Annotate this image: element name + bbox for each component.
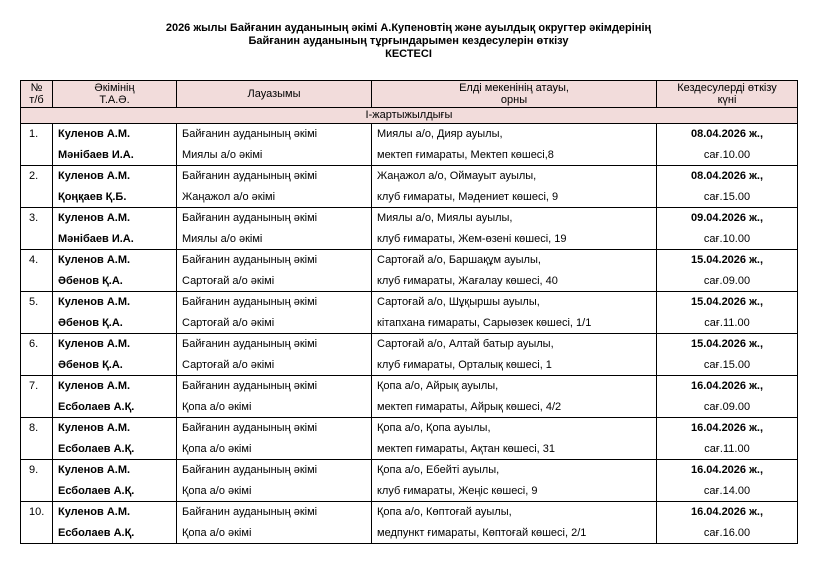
cell-number-line-2 bbox=[29, 145, 52, 166]
header-number: № т/б bbox=[21, 81, 53, 108]
table-row bbox=[21, 460, 798, 502]
cell-place-line-1: Миялы а/о, Дияр ауылы, bbox=[377, 128, 503, 140]
cell-names-line-2: Әбенов Қ.А. bbox=[58, 358, 123, 371]
table-row bbox=[21, 250, 798, 292]
cell-positions-line-2: Қопа а/о әкімі bbox=[182, 484, 252, 497]
cell-date-time-line-2: сағ.09.00 bbox=[703, 274, 751, 287]
cell-positions-line-1: Байғанин ауданының әкімі bbox=[182, 422, 318, 434]
cell-place bbox=[372, 460, 657, 502]
cell-positions bbox=[177, 250, 372, 292]
cell-names bbox=[53, 418, 177, 460]
cell-number-line-1: 2. bbox=[29, 170, 39, 182]
cell-positions-line-1: Байғанин ауданының әкімі bbox=[182, 506, 318, 518]
cell-number-line-2 bbox=[29, 523, 52, 544]
cell-positions-line-2: Қопа а/о әкімі bbox=[182, 442, 252, 455]
header-name: Әкімінің Т.А.Ә. bbox=[53, 81, 177, 108]
cell-positions-line-1: Байғанин ауданының әкімі bbox=[182, 128, 318, 140]
cell-names bbox=[53, 166, 177, 208]
cell-names-line-2: Мәнібаев И.А. bbox=[58, 148, 134, 161]
cell-names-line-1: Куленов А.М. bbox=[58, 170, 131, 182]
cell-positions-line-1: Байғанин ауданының әкімі bbox=[182, 212, 318, 224]
cell-positions-line-1: Байғанин ауданының әкімі bbox=[182, 296, 318, 308]
cell-number-line-1: 8. bbox=[29, 422, 39, 434]
cell-place-line-2: клуб ғимараты, Жем-өзені көшесі, 19 bbox=[377, 232, 567, 245]
cell-date-time bbox=[657, 502, 798, 544]
heading-line-2: Байғанин ауданының тұрғындарымен кездесулерін өткізу bbox=[248, 35, 569, 47]
cell-place-line-2: мектеп ғимараты, Ақтан көшесі, 31 bbox=[377, 442, 556, 455]
table-row bbox=[21, 166, 798, 208]
cell-place-line-2: клуб ғимараты, Орталық көшесі, 1 bbox=[377, 358, 552, 371]
cell-date-time-line-2: сағ.11.00 bbox=[704, 442, 750, 455]
document-heading bbox=[0, 22, 817, 61]
cell-place-line-2: мектеп ғимараты, Мектеп көшесі,8 bbox=[377, 148, 554, 161]
heading-line-1: 2026 жылы Байғанин ауданының әкімі А.Купеновтің және ауылдық округтер әкімдерінің bbox=[165, 22, 652, 34]
cell-positions-line-2: Қопа а/о әкімі bbox=[182, 526, 252, 539]
cell-number bbox=[21, 250, 53, 292]
cell-place bbox=[372, 250, 657, 292]
cell-date-time bbox=[657, 418, 798, 460]
cell-number bbox=[21, 502, 53, 544]
header-place: Елді мекенінің атауы, орны bbox=[372, 81, 657, 108]
cell-date-time-line-1: 15.04.2026 ж., bbox=[690, 254, 764, 266]
cell-positions-line-2: Миялы а/о әкімі bbox=[182, 148, 263, 161]
cell-place-line-2: кітапхана ғимараты, Сарыөзек көшесі, 1/1 bbox=[377, 316, 592, 329]
table-row bbox=[21, 418, 798, 460]
section-row bbox=[21, 108, 798, 124]
cell-date-time-line-1: 16.04.2026 ж., bbox=[690, 380, 764, 392]
cell-positions-line-2: Қопа а/о әкімі bbox=[182, 400, 252, 413]
cell-positions bbox=[177, 418, 372, 460]
cell-date-time-line-2: сағ.14.00 bbox=[703, 484, 751, 497]
table-header-row bbox=[21, 81, 798, 108]
cell-number-line-2 bbox=[29, 313, 52, 334]
cell-place-line-2: медпункт ғимараты, Көптоғай көшесі, 2/1 bbox=[377, 526, 587, 539]
cell-positions bbox=[177, 376, 372, 418]
cell-place bbox=[372, 124, 657, 166]
cell-place-line-1: Сартоғай а/о, Баршақұм ауылы, bbox=[377, 254, 541, 266]
cell-date-time-line-1: 15.04.2026 ж., bbox=[690, 296, 764, 308]
cell-positions-line-1: Байғанин ауданының әкімі bbox=[182, 464, 318, 476]
cell-date-time bbox=[657, 208, 798, 250]
cell-date-time-line-1: 16.04.2026 ж., bbox=[690, 506, 764, 518]
cell-names bbox=[53, 292, 177, 334]
heading-line-3: КЕСТЕСІ bbox=[385, 48, 432, 60]
cell-names bbox=[53, 460, 177, 502]
cell-positions bbox=[177, 166, 372, 208]
cell-number bbox=[21, 418, 53, 460]
schedule-table bbox=[20, 80, 798, 544]
cell-date-time-line-1: 16.04.2026 ж., bbox=[690, 422, 764, 434]
cell-place bbox=[372, 418, 657, 460]
cell-date-time-line-1: 08.04.2026 ж., bbox=[690, 128, 764, 140]
cell-number bbox=[21, 292, 53, 334]
cell-positions-line-1: Байғанин ауданының әкімі bbox=[182, 338, 318, 350]
cell-date-time-line-1: 09.04.2026 ж., bbox=[690, 212, 764, 224]
cell-date-time-line-2: сағ.11.00 bbox=[704, 316, 750, 329]
cell-number-line-2 bbox=[29, 355, 52, 376]
cell-names bbox=[53, 250, 177, 292]
cell-positions-line-2: Жаңажол а/о әкімі bbox=[182, 190, 276, 203]
table-row bbox=[21, 376, 798, 418]
cell-place-line-1: Сартоғай а/о, Шұқыршы ауылы, bbox=[377, 296, 540, 308]
cell-positions-line-1: Байғанин ауданының әкімі bbox=[182, 380, 318, 392]
cell-names-line-1: Куленов А.М. bbox=[58, 128, 131, 140]
cell-names bbox=[53, 502, 177, 544]
cell-date-time bbox=[657, 460, 798, 502]
cell-positions bbox=[177, 292, 372, 334]
cell-date-time-line-2: сағ.09.00 bbox=[703, 400, 751, 413]
cell-names-line-1: Куленов А.М. bbox=[58, 464, 131, 476]
cell-place-line-1: Миялы а/о, Миялы ауылы, bbox=[377, 212, 513, 224]
cell-number-line-2 bbox=[29, 187, 52, 208]
cell-place-line-2: клуб ғимараты, Жағалау көшесі, 40 bbox=[377, 274, 558, 287]
cell-date-time bbox=[657, 124, 798, 166]
header-date: Кездесулерді өткізу күні bbox=[657, 81, 798, 108]
cell-number-line-1: 3. bbox=[29, 212, 39, 224]
cell-number-line-2 bbox=[29, 229, 52, 250]
cell-date-time-line-1: 16.04.2026 ж., bbox=[690, 464, 764, 476]
cell-place bbox=[372, 166, 657, 208]
cell-number-line-2 bbox=[29, 481, 52, 502]
cell-number bbox=[21, 124, 53, 166]
cell-date-time-line-2: сағ.10.00 bbox=[703, 148, 751, 161]
cell-positions bbox=[177, 208, 372, 250]
cell-names bbox=[53, 334, 177, 376]
cell-names-line-1: Куленов А.М. bbox=[58, 338, 131, 350]
cell-date-time-line-2: сағ.15.00 bbox=[703, 190, 751, 203]
cell-names-line-2: Есболаев А.Қ. bbox=[58, 400, 135, 413]
cell-place bbox=[372, 376, 657, 418]
cell-date-time bbox=[657, 292, 798, 334]
cell-number bbox=[21, 166, 53, 208]
cell-names bbox=[53, 376, 177, 418]
cell-positions bbox=[177, 460, 372, 502]
cell-place-line-2: мектеп ғимараты, Айрық көшесі, 4/2 bbox=[377, 400, 562, 413]
table-row bbox=[21, 292, 798, 334]
cell-positions bbox=[177, 124, 372, 166]
cell-number-line-1: 1. bbox=[29, 128, 39, 140]
cell-place-line-2: клуб ғимараты, Жеңіс көшесі, 9 bbox=[377, 484, 538, 497]
cell-names bbox=[53, 208, 177, 250]
table-row bbox=[21, 208, 798, 250]
cell-number-line-1: 9. bbox=[29, 464, 39, 476]
cell-number-line-1: 10. bbox=[29, 506, 45, 518]
cell-number bbox=[21, 376, 53, 418]
cell-positions-line-2: Сартоғай а/о әкімі bbox=[182, 316, 275, 329]
cell-positions bbox=[177, 502, 372, 544]
cell-date-time-line-2: сағ.16.00 bbox=[703, 526, 751, 539]
cell-place bbox=[372, 292, 657, 334]
cell-place-line-1: Қопа а/о, Көптоғай ауылы, bbox=[377, 506, 512, 518]
table-row bbox=[21, 124, 798, 166]
cell-date-time-line-2: сағ.15.00 bbox=[703, 358, 751, 371]
cell-place-line-1: Қопа а/о, Ебейті ауылы, bbox=[377, 464, 500, 476]
cell-place-line-1: Жаңажол а/о, Оймауыт ауылы, bbox=[377, 170, 537, 182]
cell-place-line-1: Қопа а/о, Қопа ауылы, bbox=[377, 422, 491, 434]
cell-names-line-2: Есболаев А.Қ. bbox=[58, 526, 135, 539]
cell-number-line-1: 5. bbox=[29, 296, 39, 308]
cell-number-line-2 bbox=[29, 271, 52, 292]
cell-date-time-line-1: 15.04.2026 ж., bbox=[690, 338, 764, 350]
cell-names bbox=[53, 124, 177, 166]
cell-names-line-2: Есболаев А.Қ. bbox=[58, 442, 135, 455]
cell-place-line-1: Сартоғай а/о, Алтай батыр ауылы, bbox=[377, 338, 554, 350]
cell-date-time bbox=[657, 334, 798, 376]
cell-positions bbox=[177, 334, 372, 376]
table-row bbox=[21, 334, 798, 376]
cell-place bbox=[372, 334, 657, 376]
cell-names-line-2: Әбенов Қ.А. bbox=[58, 316, 123, 329]
section-label: І-жартыжылдығы bbox=[21, 108, 798, 124]
cell-names-line-1: Куленов А.М. bbox=[58, 212, 131, 224]
cell-place bbox=[372, 208, 657, 250]
table-row bbox=[21, 502, 798, 544]
cell-names-line-2: Мәнібаев И.А. bbox=[58, 232, 134, 245]
cell-place-line-2: клуб ғимараты, Мәдениет көшесі, 9 bbox=[377, 190, 559, 203]
cell-number-line-1: 7. bbox=[29, 380, 39, 392]
cell-number bbox=[21, 334, 53, 376]
cell-names-line-1: Куленов А.М. bbox=[58, 422, 131, 434]
cell-names-line-2: Есболаев А.Қ. bbox=[58, 484, 135, 497]
cell-number-line-2 bbox=[29, 397, 52, 418]
header-position: Лауазымы bbox=[177, 81, 372, 108]
cell-date-time-line-2: сағ.10.00 bbox=[703, 232, 751, 245]
cell-names-line-2: Қоңқаев Қ.Б. bbox=[58, 190, 127, 203]
cell-number bbox=[21, 208, 53, 250]
cell-names-line-1: Куленов А.М. bbox=[58, 254, 131, 266]
cell-date-time bbox=[657, 166, 798, 208]
cell-positions-line-1: Байғанин ауданының әкімі bbox=[182, 254, 318, 266]
cell-positions-line-2: Сартоғай а/о әкімі bbox=[182, 274, 275, 287]
cell-positions-line-2: Миялы а/о әкімі bbox=[182, 232, 263, 245]
cell-place-line-1: Қопа а/о, Айрық ауылы, bbox=[377, 380, 499, 392]
cell-number-line-2 bbox=[29, 439, 52, 460]
cell-names-line-1: Куленов А.М. bbox=[58, 380, 131, 392]
cell-number-line-1: 4. bbox=[29, 254, 39, 266]
cell-date-time-line-1: 08.04.2026 ж., bbox=[690, 170, 764, 182]
cell-positions-line-2: Сартоғай а/о әкімі bbox=[182, 358, 275, 371]
cell-place bbox=[372, 502, 657, 544]
cell-date-time bbox=[657, 250, 798, 292]
cell-number-line-1: 6. bbox=[29, 338, 39, 350]
cell-positions-line-1: Байғанин ауданының әкімі bbox=[182, 170, 318, 182]
cell-names-line-2: Әбенов Қ.А. bbox=[58, 274, 123, 287]
cell-number bbox=[21, 460, 53, 502]
cell-names-line-1: Куленов А.М. bbox=[58, 506, 131, 518]
cell-names-line-1: Куленов А.М. bbox=[58, 296, 131, 308]
cell-date-time bbox=[657, 376, 798, 418]
